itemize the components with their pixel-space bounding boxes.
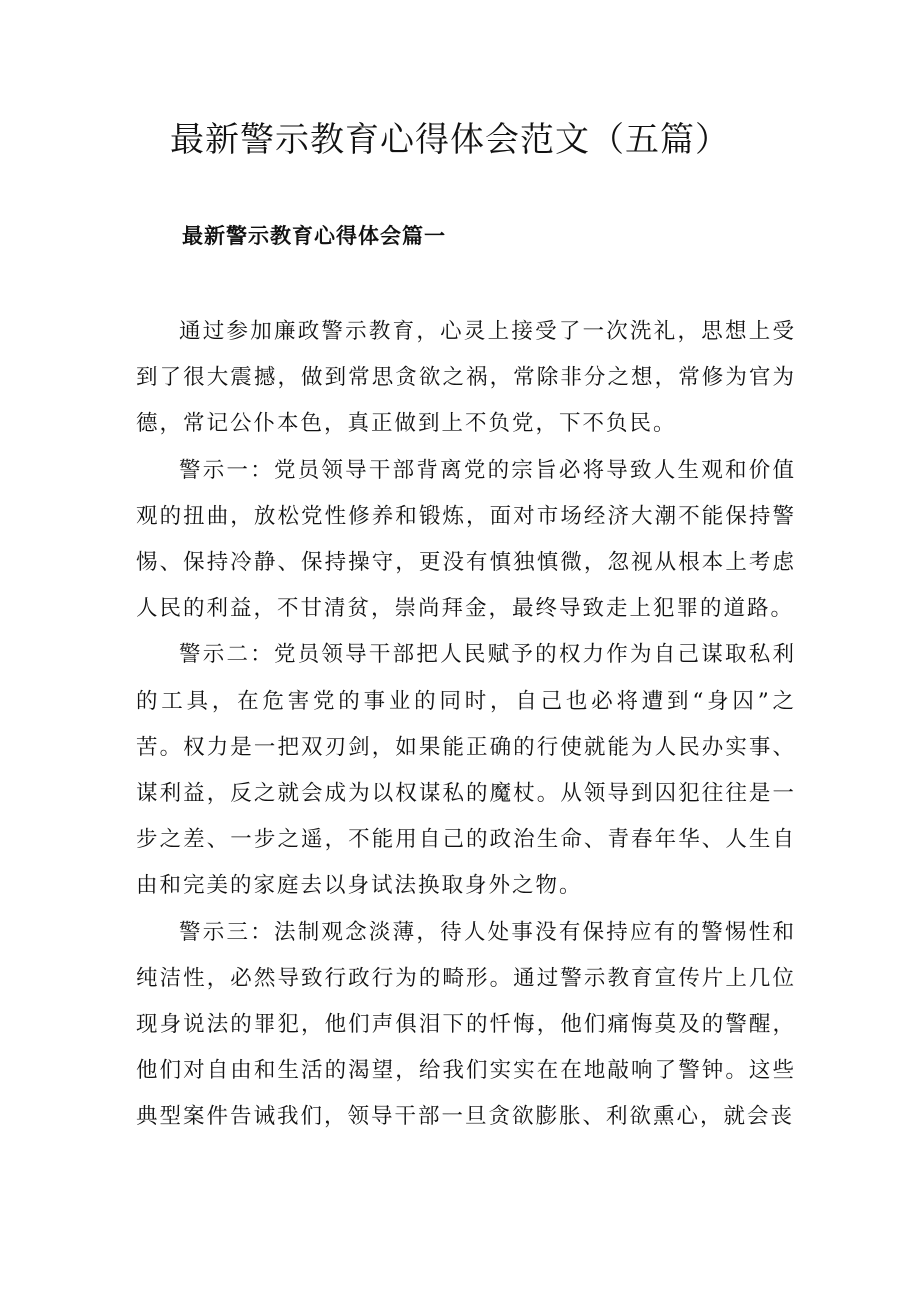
paragraph-warning-2: 警示二：党员领导干部把人民赋予的权力作为自己谋取私利的工具，在危害党的事业的同时，自己也必将遭到“身囚”之苦。权力是一把双刃剑，如果能正确的行使就能为人民办实事、谋利益，反之就会成为以权谋私的魔杖。从领导到囚犯往往是一步之差、一步之遥，不能用自己的政治生命、青春年华、人生自由和完美的家庭去以身试法换取身外之物。 (136, 642, 796, 899)
paragraph-intro: 通过参加廉政警示教育，心灵上接受了一次洗礼，思想上受到了很大震撼，做到常思贪欲之祸，常除非分之想，常修为官为德，常记公仆本色，真正做到上不负党，下不负民。 (136, 319, 796, 437)
paragraph-warning-3: 警示三：法制观念淡薄，待人处事没有保持应有的警惕性和纯洁性，必然导致行政行为的畸形。通过警示教育宣传片上几位现身说法的罪犯，他们声俱泪下的忏悔，他们痛悔莫及的警醒，他们对自由和生活的渴望，给我们实实在在地敲响了警钟。这些典型案件告诫我们，领导干部一旦贪欲膨胀、利欲熏心，就会丧 (136, 919, 796, 1130)
document-body (136, 309, 796, 1141)
paragraph-warning-1: 警示一：党员领导干部背离党的宗旨必将导致人生观和价值观的扭曲，放松党性修养和锻炼，面对市场经济大潮不能保持警惕、保持冷静、保持操守，更没有慎独慎微，忽视从根本上考虑人民的利益，不甘清贫，崇尚拜金，最终导致走上犯罪的道路。 (136, 457, 796, 622)
section-heading: 最新警示教育心得体会篇一 (182, 224, 446, 248)
document-title: 最新警示教育心得体会范文（五篇） (170, 120, 730, 160)
